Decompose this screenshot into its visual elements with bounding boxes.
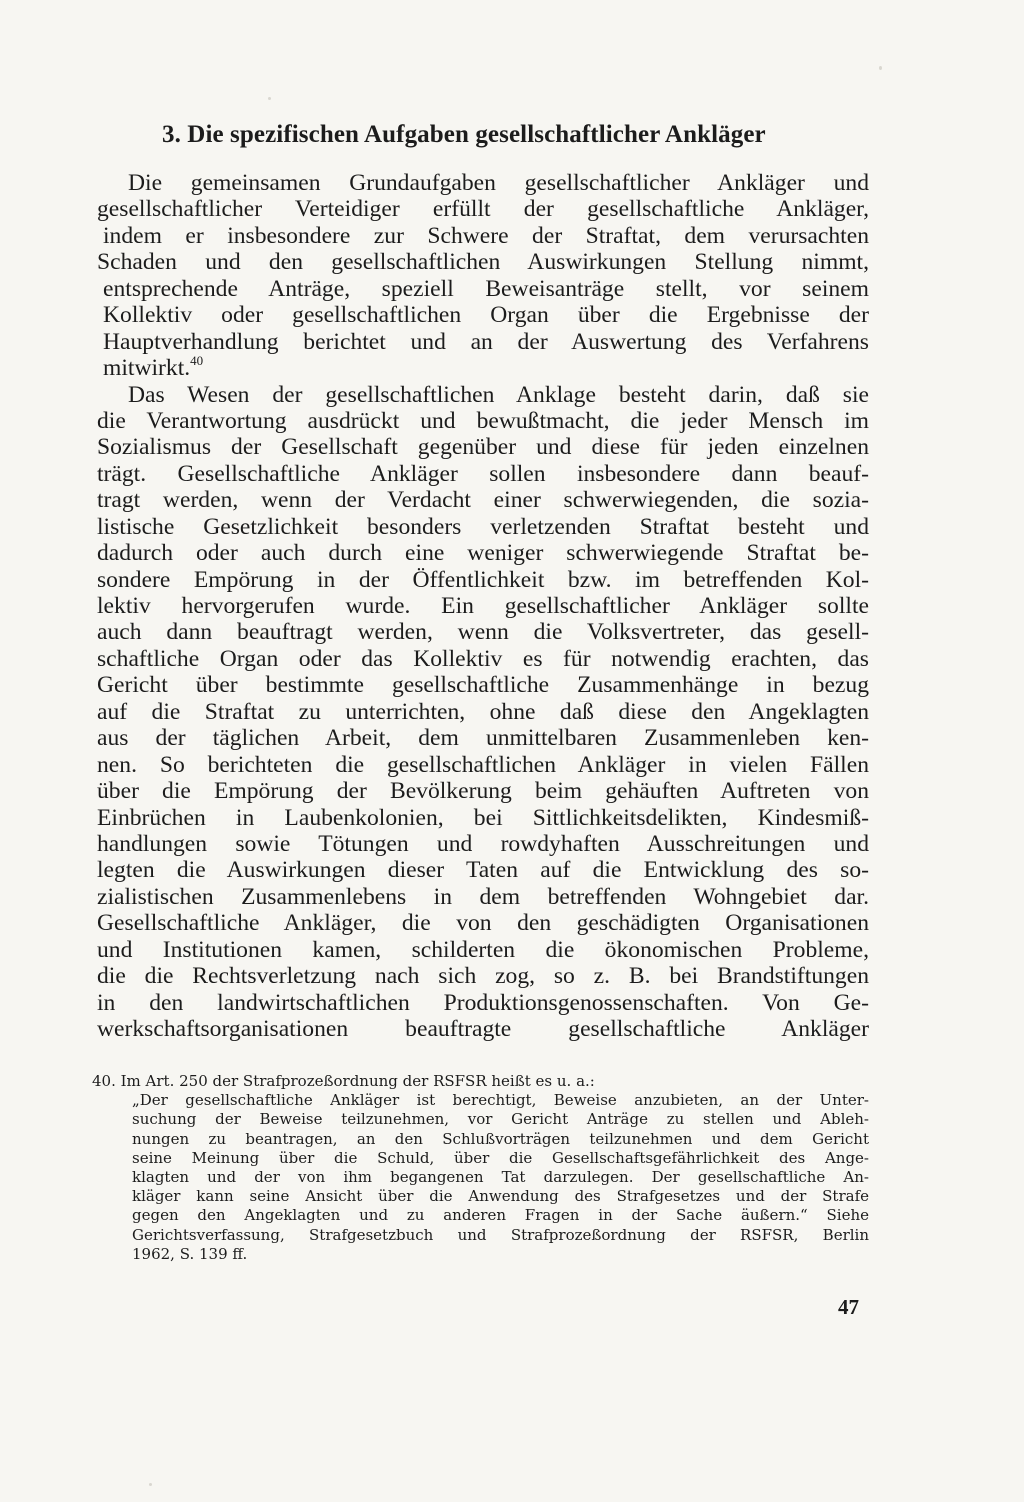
body-line: Kollektiv oder gesellschaftlichen Organ über die Ergebnisse der bbox=[103, 302, 869, 329]
body-line: tragt werden, wenn der Verdacht einer schwerwiegenden, die sozia- bbox=[97, 487, 869, 514]
body-line: Einbrüchen in Laubenkolonien, bei Sittlichkeitsdelikten, Kindesmiß- bbox=[97, 804, 869, 831]
page-number: 47 bbox=[838, 1295, 859, 1319]
footnote-line: kläger kann seine Ansicht über die Anwendung des Strafgesetzes und der Strafe bbox=[132, 1187, 869, 1206]
paper-speck bbox=[149, 1483, 152, 1486]
body-line: sondere Empörung in der Öffentlichkeit bzw. im betreffenden Kol- bbox=[97, 566, 869, 593]
footnote-line: 40. Im Art. 250 der Strafprozeßordnung der RSFSR heißt es u. a.: bbox=[92, 1072, 595, 1090]
body-line: Sozialismus der Gesellschaft gegenüber und diese für jeden einzelnen bbox=[97, 434, 869, 461]
body-line: zialistischen Zusammenlebens in dem betreffenden Wohngebiet dar. bbox=[97, 883, 869, 910]
body-line: aus der täglichen Arbeit, dem unmittelbaren Zusammenleben ken- bbox=[97, 725, 869, 752]
body-line: schaftliche Organ oder das Kollektiv es für notwendig erachten, das bbox=[97, 645, 869, 672]
footnote bbox=[92, 1072, 869, 1264]
footnote-line: suchung der Beweise teilzunehmen, vor Gericht Anträge zu stellen und Ableh- bbox=[132, 1110, 869, 1129]
body-line: die die Rechtsverletzung nach sich zog, so z. B. bei Brandstiftungen bbox=[97, 963, 869, 990]
footnote-line: „Der gesellschaftliche Ankläger ist berechtigt, Beweise anzubieten, an der Unter- bbox=[132, 1091, 869, 1110]
footnote-line: gegen den Angeklagten und zu anderen Fragen in der Sache äußern.“ Siehe bbox=[132, 1206, 869, 1225]
body-line: die Verantwortung ausdrückt und bewußtmacht, die jeder Mensch im bbox=[97, 407, 869, 434]
body-line: gesellschaftlicher Verteidiger erfüllt der gesellschaftliche Ankläger, bbox=[97, 196, 869, 223]
body-line: werkschaftsorganisationen beauftragte gesellschaftliche Ankläger bbox=[97, 1016, 869, 1042]
body-text bbox=[97, 170, 869, 1042]
body-line: lektiv hervorgerufen wurde. Ein gesellschaftlicher Ankläger sollte bbox=[97, 593, 869, 619]
footnote-line: 1962, S. 139 ff. bbox=[132, 1244, 248, 1263]
footnote-reference: 40 bbox=[190, 353, 204, 369]
body-line bbox=[97, 355, 869, 381]
body-line: Gesellschaftliche Ankläger, die von den geschädigten Organisationen bbox=[97, 910, 869, 937]
footnote-line: Gerichtsverfassung, Strafgesetzbuch und Strafprozeßordnung der RSFSR, Berlin bbox=[132, 1225, 869, 1244]
body-line: auch dann beauftragt werden, wenn die Volksvertreter, das gesell- bbox=[97, 619, 869, 646]
body-line: nen. So berichteten die gesellschaftlichen Ankläger in vielen Fällen bbox=[97, 751, 869, 778]
body-line: über die Empörung der Bevölkerung beim gehäuften Auftreten von bbox=[97, 778, 869, 805]
body-line: Hauptverhandlung berichtet und an der Auswertung des Verfahrens bbox=[103, 328, 869, 355]
body-line: auf die Straftat zu unterrichten, ohne daß diese den Angeklagten bbox=[97, 698, 869, 725]
body-line: dadurch oder auch durch eine weniger schwerwiegende Straftat be- bbox=[97, 540, 869, 567]
footnote-line: nungen zu beantragen, an den Schlußvorträgen teilzunehmen und dem Gericht bbox=[132, 1129, 869, 1148]
body-line: indem er insbesondere zur Schwere der Straftat, dem verursachten bbox=[103, 222, 869, 249]
body-line: Schaden und den gesellschaftlichen Auswirkungen Stellung nimmt, bbox=[97, 249, 869, 276]
body-line: Gericht über bestimmte gesellschaftliche Zusammenhänge in bezug bbox=[97, 672, 869, 699]
body-line: Das Wesen der gesellschaftlichen Anklage besteht darin, daß sie bbox=[128, 381, 869, 408]
footnote-line: klagten und der von ihm begangenen Tat darzulegen. Der gesellschaftliche An- bbox=[132, 1167, 869, 1186]
body-line: in den landwirtschaftlichen Produktionsgenossenschaften. Von Ge- bbox=[97, 989, 869, 1016]
body-line-text: mitwirkt. bbox=[103, 355, 191, 382]
paper-speck bbox=[268, 97, 271, 100]
footnote-line: seine Meinung über die Schuld, über die Gesellschaftsgefährlichkeit des Ange- bbox=[132, 1148, 869, 1167]
body-line: Die gemeinsamen Grundaufgaben gesellschaftlicher Ankläger und bbox=[128, 170, 869, 196]
section-heading: 3. Die spezifischen Aufgaben gesellschaftlicher Ankläger bbox=[162, 121, 766, 148]
body-line: legten die Auswirkungen dieser Taten auf die Entwicklung des so- bbox=[97, 857, 869, 884]
paper-speck bbox=[879, 66, 882, 70]
body-line: handlungen sowie Tötungen und rowdyhaften Ausschreitungen und bbox=[97, 830, 869, 857]
body-line: entsprechende Anträge, speziell Beweisanträge stellt, vor seinem bbox=[103, 275, 869, 302]
body-line: und Institutionen kamen, schilderten die ökonomischen Probleme, bbox=[97, 936, 869, 963]
body-line: trägt. Gesellschaftliche Ankläger sollen insbesondere dann beauf- bbox=[97, 460, 869, 487]
body-line: listische Gesetzlichkeit besonders verletzenden Straftat besteht und bbox=[97, 513, 869, 540]
